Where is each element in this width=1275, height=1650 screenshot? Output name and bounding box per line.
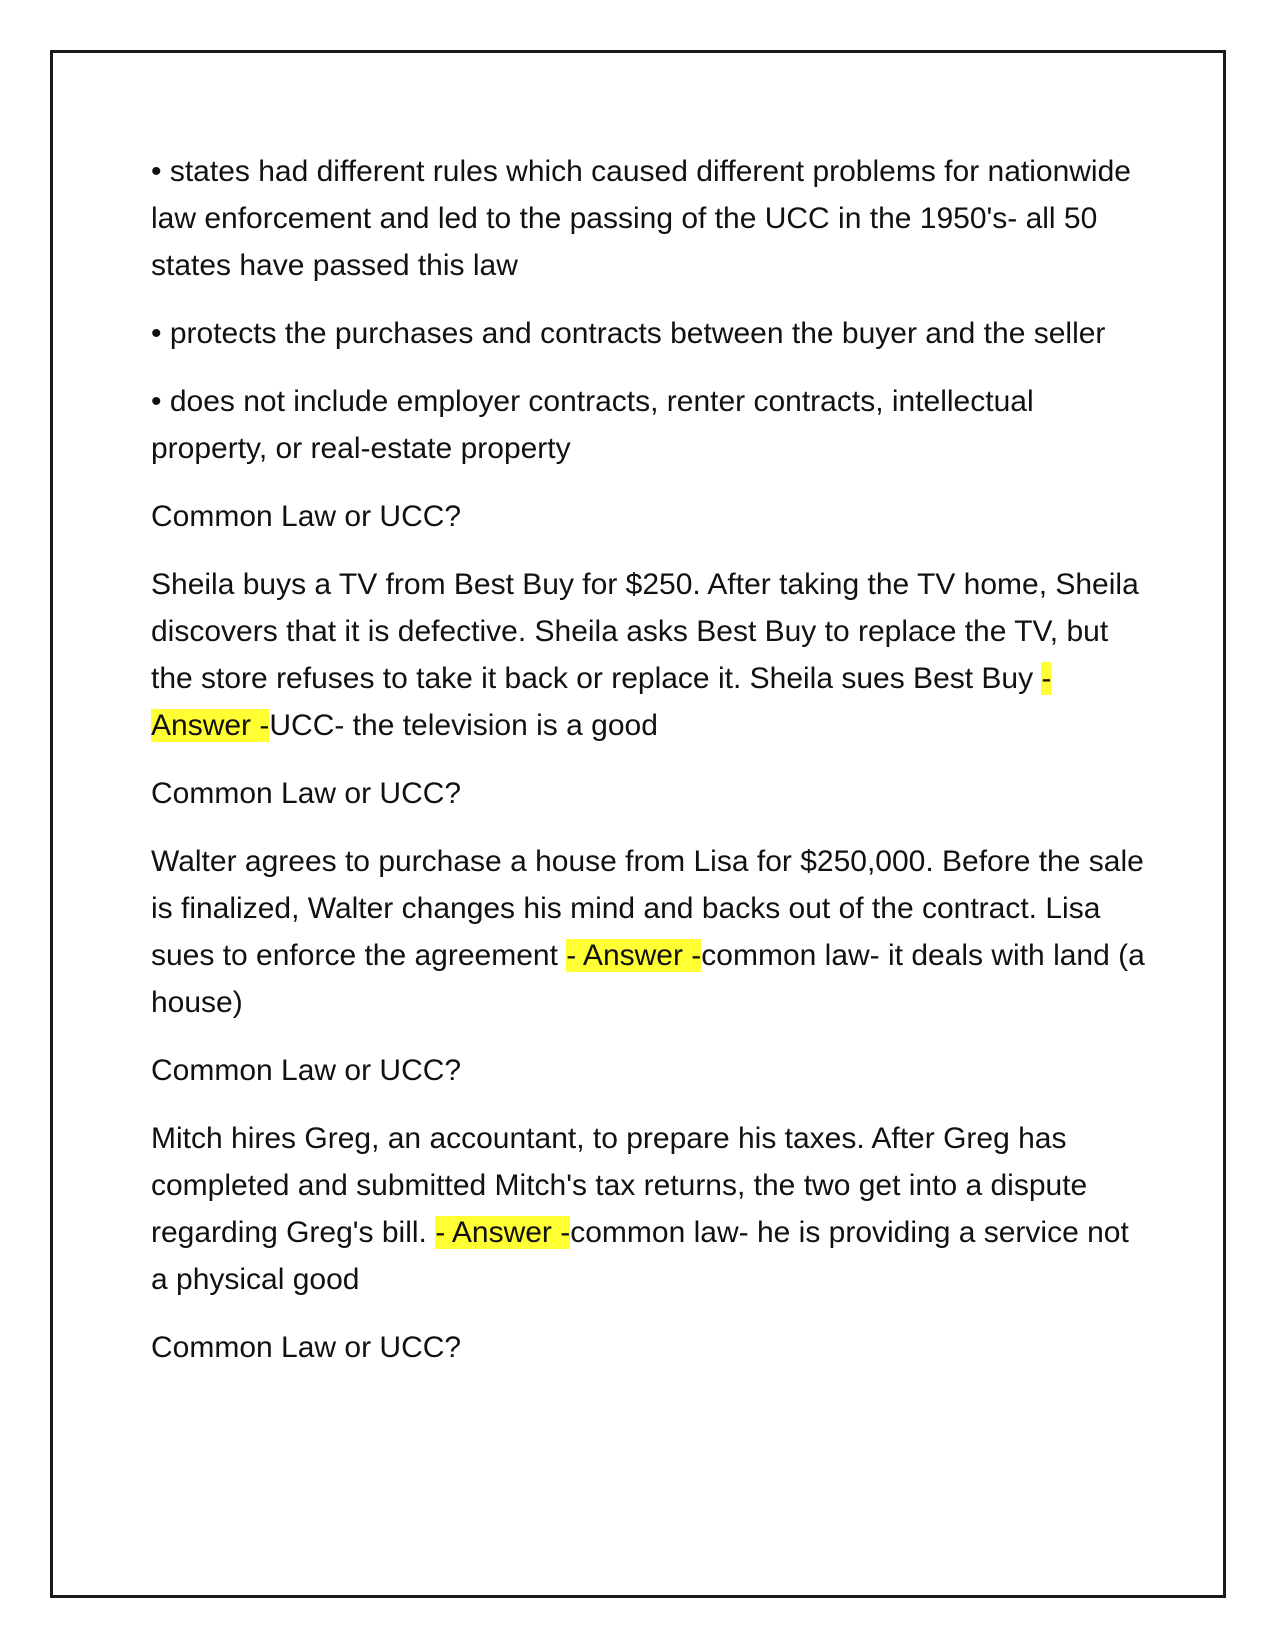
question-heading: Common Law or UCC?: [151, 777, 462, 810]
bullet-item: • states had different rules which caused different problems for nationwide law enforcement and led to the passing of the UCC in the 1950's- all 50 states have passed this law: [151, 155, 1131, 282]
card-answer: common law- he is providing a service not a physical good: [151, 1216, 1129, 1296]
flashcard: [151, 561, 1151, 749]
bullet-item: • does not include employer contracts, renter contracts, intellectual property, or real-estate property: [151, 385, 1034, 465]
card-question: Mitch hires Greg, an accountant, to prepare his taxes. After Greg has completed and submitted Mitch's tax returns, the two get into a dispute regarding Greg's bill.: [151, 1122, 1088, 1249]
bullet-item: • protects the purchases and contracts between the buyer and the seller: [151, 317, 1106, 350]
document-body: [151, 148, 1151, 1392]
card-answer: UCC- the television is a good: [269, 709, 658, 742]
card-answer: common law- it deals with land (a house): [151, 939, 1145, 1019]
flashcard: [151, 1115, 1151, 1303]
answer-marker: - Answer -: [151, 662, 1052, 742]
answer-marker: - Answer -: [435, 1216, 571, 1249]
card-question: Sheila buys a TV from Best Buy for $250. After taking the TV home, Sheila discovers that it is defective. Sheila asks Best Buy to replace the TV, but the store refuses to take it back or replace it. Sheila sues Best Buy: [151, 568, 1139, 695]
card-question: Walter agrees to purchase a house from Lisa for $250,000. Before the sale is finalized, Walter changes his mind and backs out of the contract. Lisa sues to enforce the agreement: [151, 845, 1144, 972]
question-heading: Common Law or UCC?: [151, 1331, 462, 1364]
question-heading: Common Law or UCC?: [151, 1054, 462, 1087]
flashcard: [151, 838, 1151, 1026]
question-heading: Common Law or UCC?: [151, 500, 462, 533]
answer-marker: - Answer -: [566, 939, 702, 972]
